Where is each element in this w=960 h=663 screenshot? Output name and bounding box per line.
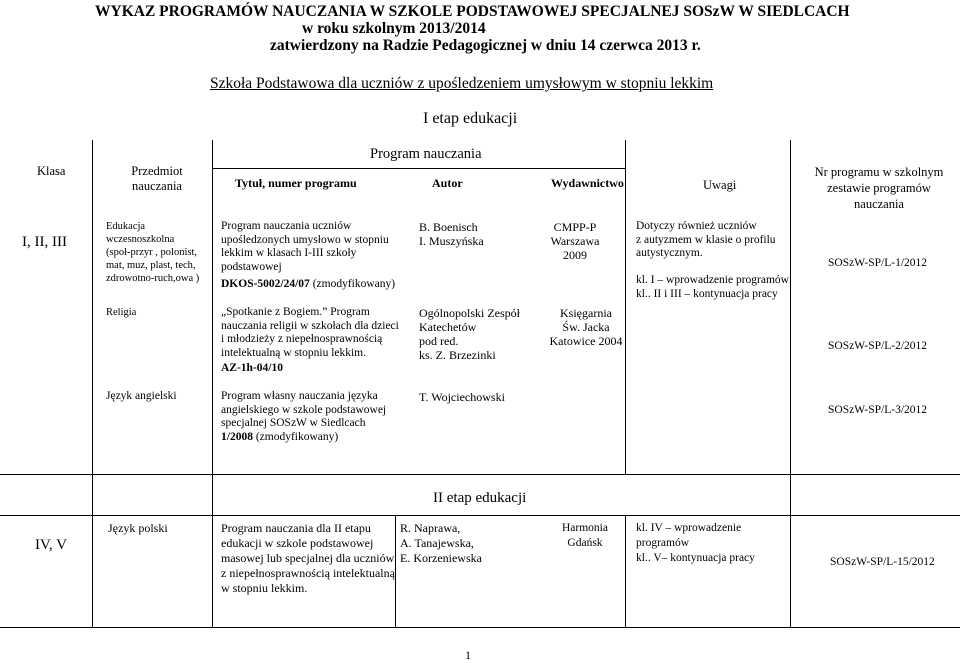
stage-1-title: I etap edukacji (423, 110, 518, 127)
stage-2-tytul: Program nauczania dla II etapu edukacji w szkole podstawowej masowej lub specjalnej dla uczniów z niepełnosprawnością intelektualną w stopniu lekkim. (221, 521, 395, 595)
row2-tytul-cell (221, 306, 417, 376)
column-divider (212, 140, 213, 627)
row-divider (212, 168, 625, 169)
row3-numer-note: (zmodyfikowany) (252, 430, 339, 443)
header-tytul: Tytuł, numer programu (235, 176, 357, 190)
header-klasa: Klasa (37, 164, 66, 178)
row1-wydawnictwo: CMPP-P Warszawa 2009 (550, 220, 600, 262)
column-divider (92, 140, 93, 627)
header-uwagi: Uwagi (703, 178, 737, 192)
stage-2-autor: R. Naprawa, A. Tanajewska, E. Korzeniewska (400, 521, 482, 565)
row3-przedmiot: Język angielski (106, 390, 177, 402)
stage-2-przedmiot: Język polski (108, 521, 168, 535)
row2-przedmiot: Religia (106, 307, 137, 318)
approval-note: zatwierdzony na Radzie Pedagogicznej w dniu 14 czerwca 2013 r. (270, 37, 701, 54)
header-program: Program nauczania (370, 146, 482, 162)
column-divider (790, 140, 791, 627)
stage-2-nr: SOSzW-SP/L-15/2012 (830, 556, 935, 568)
row1-nr: SOSzW-SP/L-1/2012 (828, 257, 928, 269)
row2-wydawnictwo: Księgarnia Św. Jacka Katowice 2004 (549, 306, 623, 348)
column-divider (395, 515, 396, 627)
page-number: 1 (465, 648, 471, 662)
header-nr: Nr programu w szkolnym zestawie programów nauczania (814, 165, 944, 211)
row3-nr: SOSzW-SP/L-3/2012 (828, 404, 928, 416)
row2-autor: Ogólnopolski Zespół Katechetów pod red. ks. Z. Brzezinki (419, 306, 520, 362)
row-divider (0, 515, 960, 516)
row-divider (0, 474, 960, 475)
header-autor: Autor (432, 176, 463, 190)
stage-2-wydawnictwo: Harmonia Gdańsk (562, 522, 608, 549)
stage-2-title: II etap edukacji (433, 490, 527, 506)
row3-autor: T. Wojciechowski (419, 390, 505, 404)
row1-tytul-cell (221, 220, 417, 292)
stage-1-uwagi: Dotyczy również uczniów z autyzmem w klasie o profilu autystycznym. kl. I – wprowadzenie programów kl.. II i III – kontynuacja pracy (636, 220, 789, 300)
row3-tytul-cell (221, 390, 417, 444)
school-name: Szkoła Podstawowa dla uczniów z upośledzeniem umysłowym w stopniu lekkim (210, 75, 714, 92)
document-title: WYKAZ PROGRAMÓW NAUCZANIA W SZKOLE PODSTAWOWEJ SPECJALNEJ SOSzW W SIEDLCACH (95, 3, 850, 20)
row1-tytul: Program nauczania uczniów upośledzonych umysłowo w stopniu lekkim w klasach I-III szkoły podstawowej (221, 220, 389, 273)
stage-2-klasa: IV, V (35, 537, 67, 553)
stage-2-uwagi: kl. IV – wprowadzenie programów kl.. V– kontynuacja pracy (636, 522, 755, 564)
row3-numer: 1/2008 (221, 430, 253, 443)
row3-tytul: Program własny nauczania języka angielskiego w szkole podstawowej specjalnej SOSzW w Siedlcach (221, 390, 387, 429)
stage-1-klasa: I, II, III (22, 234, 67, 250)
row1-przedmiot: Edukacja wczesnoszkolna (społ-przyr , polonist, mat, muz, plast, tech, zdrowotno-ruch,owa ) (106, 221, 200, 284)
row2-tytul: „Spotkanie z Bogiem.” Program nauczania religii w szkołach dla dzieci i młodzieży z niepełnosprawnością intelektualną w stopniu lekkim. (221, 306, 399, 359)
row2-numer: AZ-1h-04/10 (221, 362, 283, 374)
school-year: w roku szkolnym 2013/2014 (302, 20, 486, 37)
row2-nr: SOSzW-SP/L-2/2012 (828, 340, 928, 352)
header-przedmiot: Przedmiot nauczania (131, 164, 183, 193)
row1-autor: B. Boenisch I. Muszyńska (419, 220, 484, 248)
header-wydawnictwo: Wydawnictwo (551, 176, 624, 190)
row-divider (0, 627, 960, 628)
row1-numer-note: (zmodyfikowany) (309, 278, 396, 290)
row1-numer: DKOS-5002/24/07 (221, 278, 310, 290)
